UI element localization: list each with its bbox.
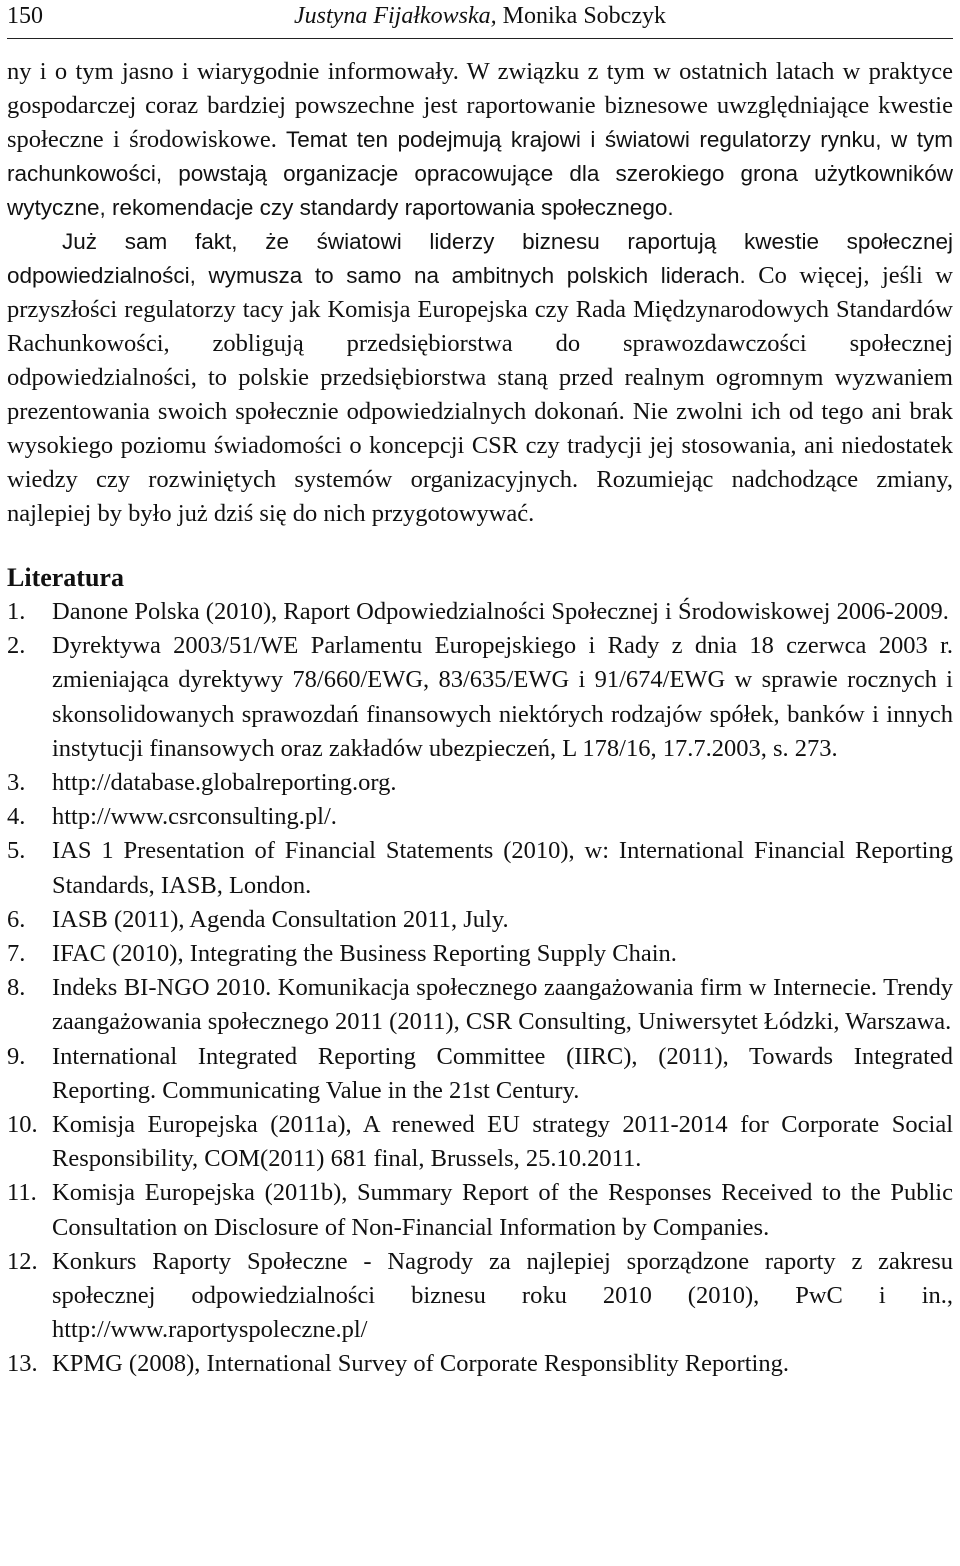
para2-sans-text: Już sam fakt, że światowi liderzy biznesu raportują kwestie społecznej odpowiedzialności, wymusza to samo na ambitnych polskich liderach. <box>7 229 953 288</box>
reference-number: 6. <box>7 905 26 933</box>
reference-text: http://www.csrconsulting.pl/. <box>52 803 337 831</box>
body-paragraph-1 <box>7 55 953 225</box>
reference-text: IFAC (2010), Integrating the Business Reporting Supply Chain. <box>52 940 677 968</box>
reference-number: 7. <box>7 940 26 968</box>
reference-item <box>7 800 953 834</box>
reference-number: 5. <box>7 837 26 865</box>
reference-text: IASB (2011), Agenda Consultation 2011, July. <box>52 905 509 933</box>
reference-list <box>7 595 953 1382</box>
reference-number: 10. <box>7 1111 38 1139</box>
reference-item <box>7 1040 953 1108</box>
reference-text: IAS 1 Presentation of Financial Statements (2010), w: International Financial Reporting Standards, IASB, London. <box>52 837 953 899</box>
running-head-authors <box>7 3 953 30</box>
reference-item <box>7 595 953 629</box>
reference-item <box>7 903 953 937</box>
reference-number: 4. <box>7 803 26 831</box>
reference-number: 13. <box>7 1350 38 1378</box>
page-number: 150 <box>7 3 43 29</box>
document-page <box>7 0 953 1382</box>
reference-item <box>7 766 953 800</box>
reference-item <box>7 1108 953 1176</box>
reference-item <box>7 629 953 766</box>
para1-sans-text: Temat ten podejmują krajowi i światowi regulatorzy rynku, w tym rachunkowości, powstają organizacje opracowujące dla szerokiego grona użytkowników wytyczne, rekomendacje czy standardy raportowania społecznego. <box>7 127 953 220</box>
reference-text: http://database.globalreporting.org. <box>52 769 397 797</box>
reference-number: 2. <box>7 632 26 660</box>
reference-number: 12. <box>7 1247 38 1275</box>
reference-text: Konkurs Raporty Społeczne - Nagrody za najlepiej sporządzone raporty z zakresu społecznej odpowiedzialności biznesu roku 2010 (2010), PwC i in., http://www.raportyspoleczne.pl/ <box>52 1247 953 1344</box>
reference-text: Indeks BI-NGO 2010. Komunikacja społecznego zaangażowania firm w Internecie. Trendy zaangażowania społecznego 2011 (2011), CSR Consulting, Uniwersytet Łódzki, Warszawa. <box>52 974 953 1036</box>
reference-number: 8. <box>7 974 26 1002</box>
reference-text: Komisja Europejska (2011a), A renewed EU strategy 2011-2014 for Corporate Social Responsibility, COM(2011) 681 final, Brussels, 25.10.2011. <box>52 1111 953 1173</box>
reference-number: 9. <box>7 1042 26 1070</box>
reference-number: 1. <box>7 598 26 625</box>
reference-item <box>7 1245 953 1348</box>
reference-number: 3. <box>7 769 26 797</box>
body-paragraph-2 <box>7 225 953 531</box>
reference-text: KPMG (2008), International Survey of Corporate Responsiblity Reporting. <box>52 1350 789 1378</box>
reference-item <box>7 937 953 971</box>
page-header <box>7 0 953 39</box>
author-2: Monika Sobczyk <box>496 3 666 29</box>
para2-serif-text: Co więcej, jeśli w przyszłości regulatorzy tacy jak Komisja Europejska czy Rada Międzynarodowych Standardów Rachunkowości, zobligują przedsiębiorstwa do sprawozdawczości społecznej odpowiedzialności, to polskie przedsiębiorstwa staną przed realnym ogromnym wyzwaniem prezentowania swoich społecznie odpowiedzialnych dokonań. Nie zwolni ich od tego ani brak wysokiego poziomu świadomości o koncepcji CSR czy tradycji jej stosowania, ani niedostatek wiedzy czy rozwiniętych systemów organizacyjnych. Rozumiejąc nadchodzące zmiany, najlepiej by było już dziś się do nich przygotowywać. <box>7 262 953 527</box>
literature-heading: Literatura <box>7 563 124 592</box>
reference-item <box>7 834 953 902</box>
reference-text: Dyrektywa 2003/51/WE Parlamentu Europejskiego i Rady z dnia 18 czerwca 2003 r. zmieniająca dyrektywy 78/660/EWG, 83/635/EWG i 91/674/EWG w sprawie rocznych i skonsolidowanych sprawozdań finansowych niektórych rodzajów spółek, banków i innych instytucji finansowych oraz zakładów ubezpieczeń, L 178/16, 17.7.2003, s. 273. <box>52 632 953 762</box>
reference-text: Danone Polska (2010), Raport Odpowiedzialności Społecznej i Środowiskowej 2006-2009. <box>52 598 949 625</box>
reference-item <box>7 1176 953 1244</box>
reference-text: International Integrated Reporting Committee (IIRC), (2011), Towards Integrated Reporting. Communicating Value in the 21st Century. <box>52 1042 953 1104</box>
author-1: Justyna Fijałkowska, <box>294 3 497 29</box>
reference-number: 11. <box>7 1179 37 1207</box>
reference-text: Komisja Europejska (2011b), Summary Report of the Responses Received to the Public Consultation on Disclosure of Non-Financial Information by Companies. <box>52 1179 953 1241</box>
para1-serif-text: ny i o tym jasno i wiarygodnie informowały. W związku z tym w ostatnich latach w praktyce gospodarczej coraz bardziej powszechne jest raportowanie biznesowe uwzględniające kwestie społeczne i środowiskowe. <box>7 58 953 153</box>
reference-item <box>7 1347 953 1381</box>
reference-item <box>7 971 953 1039</box>
